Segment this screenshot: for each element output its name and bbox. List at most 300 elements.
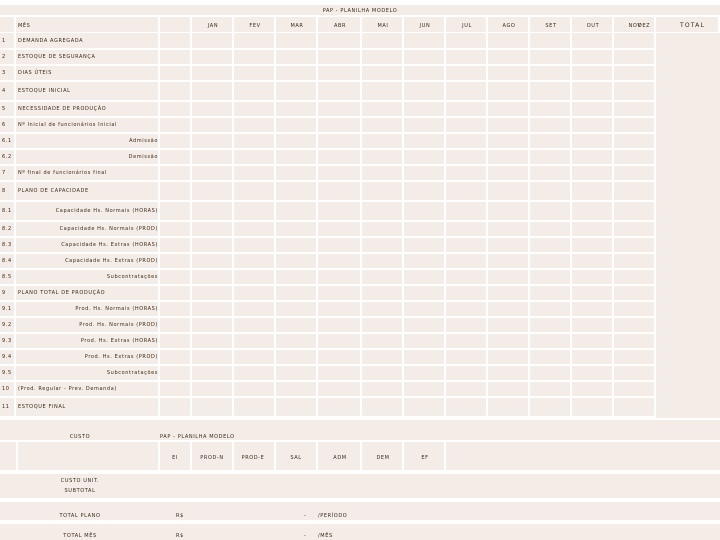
grid-cell[interactable]: [192, 222, 232, 236]
grid-cell[interactable]: [446, 286, 486, 300]
grid-cell[interactable]: [488, 33, 528, 48]
grid-cell[interactable]: [572, 134, 612, 148]
grid-cell[interactable]: [276, 334, 316, 348]
grid-cell[interactable]: [446, 398, 486, 416]
cost-unit-band[interactable]: [0, 474, 720, 498]
grid-cell[interactable]: [404, 318, 444, 332]
row-label: NECESSIDADE DE PRODUÇÃO: [18, 106, 107, 112]
grid-cell[interactable]: [160, 166, 190, 180]
grid-cell[interactable]: [318, 50, 360, 64]
grid-cell[interactable]: [160, 350, 190, 364]
grid-cell[interactable]: [488, 182, 528, 200]
grid-cell[interactable]: [276, 166, 316, 180]
grid-cell[interactable]: [276, 270, 316, 284]
grid-cell[interactable]: [276, 382, 316, 396]
grid-cell[interactable]: [160, 382, 190, 396]
grid-cell[interactable]: [488, 334, 528, 348]
grid-cell[interactable]: [234, 134, 274, 148]
grid-cell[interactable]: [160, 202, 190, 220]
grid-cell[interactable]: [530, 134, 570, 148]
grid-cell[interactable]: [362, 66, 402, 80]
grid-cell[interactable]: [572, 202, 612, 220]
row-label: Subcontratações: [106, 370, 158, 376]
cost-label-cell[interactable]: [18, 442, 158, 470]
grid-cell[interactable]: [234, 222, 274, 236]
grid-cell[interactable]: [446, 350, 486, 364]
grid-cell[interactable]: [572, 50, 612, 64]
grid-cell[interactable]: [234, 202, 274, 220]
grid-cell[interactable]: [318, 118, 360, 132]
grid-cell[interactable]: [276, 350, 316, 364]
grid-cell[interactable]: [192, 118, 232, 132]
grid-cell[interactable]: [488, 134, 528, 148]
grid-cell[interactable]: [192, 302, 232, 316]
grid-cell[interactable]: [488, 254, 528, 268]
grid-cell[interactable]: [488, 118, 528, 132]
grid-cell[interactable]: [488, 286, 528, 300]
row-number: 8.1: [2, 208, 12, 214]
grid-cell[interactable]: [614, 222, 654, 236]
grid-cell[interactable]: [318, 366, 360, 380]
grid-cell[interactable]: [362, 33, 402, 48]
grid-cell[interactable]: [234, 102, 274, 116]
grid-cell[interactable]: [192, 366, 232, 380]
grid-cell[interactable]: [404, 182, 444, 200]
grid-cell[interactable]: [192, 166, 232, 180]
grid-cell[interactable]: [318, 318, 360, 332]
grid-cell[interactable]: [192, 50, 232, 64]
grid-cell[interactable]: [530, 350, 570, 364]
grid-cell[interactable]: [276, 50, 316, 64]
grid-cell[interactable]: [192, 134, 232, 148]
total-month-band[interactable]: [0, 524, 720, 540]
grid-cell[interactable]: [276, 118, 316, 132]
grid-cell[interactable]: [234, 286, 274, 300]
grid-cell[interactable]: [572, 222, 612, 236]
grid-cell[interactable]: [404, 366, 444, 380]
grid-cell[interactable]: [318, 286, 360, 300]
grid-cell[interactable]: [192, 66, 232, 80]
grid-cell[interactable]: [614, 102, 654, 116]
grid-cell[interactable]: [276, 202, 316, 220]
grid-cell[interactable]: [488, 270, 528, 284]
grid-cell[interactable]: [404, 302, 444, 316]
grid-cell[interactable]: [530, 238, 570, 252]
grid-cell[interactable]: [318, 398, 360, 416]
grid-cell[interactable]: [488, 50, 528, 64]
grid-cell[interactable]: [234, 82, 274, 100]
grid-cell[interactable]: [276, 302, 316, 316]
grid-cell[interactable]: [572, 166, 612, 180]
grid-cell[interactable]: [530, 222, 570, 236]
grid-cell[interactable]: [404, 202, 444, 220]
grid-cell[interactable]: [530, 334, 570, 348]
grid-cell[interactable]: [446, 366, 486, 380]
grid-cell[interactable]: [404, 334, 444, 348]
grid-cell[interactable]: [234, 66, 274, 80]
grid-cell[interactable]: [530, 66, 570, 80]
grid-cell[interactable]: [192, 82, 232, 100]
grid-cell[interactable]: [318, 150, 360, 164]
grid-cell[interactable]: [530, 202, 570, 220]
grid-cell[interactable]: [234, 118, 274, 132]
grid-cell[interactable]: [192, 318, 232, 332]
grid-cell[interactable]: [530, 150, 570, 164]
grid-cell[interactable]: [192, 102, 232, 116]
grid-cell[interactable]: [614, 270, 654, 284]
grid-cell[interactable]: [276, 238, 316, 252]
grid-cell[interactable]: [160, 286, 190, 300]
grid-cell[interactable]: [362, 82, 402, 100]
grid-cell[interactable]: [614, 66, 654, 80]
grid-cell[interactable]: [192, 286, 232, 300]
grid-cell[interactable]: [192, 202, 232, 220]
grid-cell[interactable]: [362, 366, 402, 380]
grid-cell[interactable]: [362, 270, 402, 284]
grid-cell[interactable]: [160, 302, 190, 316]
grid-cell[interactable]: [192, 350, 232, 364]
grid-cell[interactable]: [192, 254, 232, 268]
grid-cell[interactable]: [362, 134, 402, 148]
grid-cell[interactable]: [572, 33, 612, 48]
grid-cell[interactable]: [572, 382, 612, 396]
grid-cell[interactable]: [192, 33, 232, 48]
grid-cell[interactable]: [318, 222, 360, 236]
grid-cell[interactable]: [572, 350, 612, 364]
grid-cell[interactable]: [318, 134, 360, 148]
grid-cell[interactable]: [318, 334, 360, 348]
grid-cell[interactable]: [404, 254, 444, 268]
grid-cell[interactable]: [362, 166, 402, 180]
grid-cell[interactable]: [234, 33, 274, 48]
grid-cell[interactable]: [276, 398, 316, 416]
grid-cell[interactable]: [404, 150, 444, 164]
row-label: (Prod. Regular - Prev. Demanda): [18, 386, 117, 392]
grid-cell[interactable]: [276, 102, 316, 116]
grid-cell[interactable]: [160, 270, 190, 284]
grid-cell[interactable]: [572, 102, 612, 116]
grid-cell[interactable]: [572, 254, 612, 268]
grid-cell[interactable]: [614, 202, 654, 220]
grid-cell[interactable]: [446, 150, 486, 164]
grid-cell[interactable]: [446, 166, 486, 180]
grid-cell[interactable]: [362, 350, 402, 364]
grid-cell[interactable]: [160, 238, 190, 252]
grid-cell[interactable]: [234, 238, 274, 252]
grid-cell[interactable]: [488, 66, 528, 80]
grid-cell[interactable]: [160, 118, 190, 132]
header-cell[interactable]: [16, 17, 158, 32]
grid-cell[interactable]: [614, 238, 654, 252]
grid-cell[interactable]: [488, 318, 528, 332]
grid-cell[interactable]: [614, 118, 654, 132]
grid-cell[interactable]: [614, 366, 654, 380]
grid-cell[interactable]: [530, 118, 570, 132]
grid-cell[interactable]: [614, 134, 654, 148]
grid-cell[interactable]: [318, 182, 360, 200]
grid-cell[interactable]: [234, 182, 274, 200]
grid-cell[interactable]: [530, 33, 570, 48]
grid-cell[interactable]: [234, 318, 274, 332]
header-cell[interactable]: [160, 17, 190, 32]
grid-cell[interactable]: [362, 102, 402, 116]
grid-cell[interactable]: [572, 286, 612, 300]
grid-cell[interactable]: [572, 182, 612, 200]
row-number: 7: [2, 170, 6, 176]
grid-cell[interactable]: [572, 366, 612, 380]
grid-cell[interactable]: [362, 286, 402, 300]
grid-cell[interactable]: [234, 350, 274, 364]
grid-cell[interactable]: [488, 222, 528, 236]
grid-cell[interactable]: [404, 238, 444, 252]
grid-cell[interactable]: [488, 202, 528, 220]
grid-cell[interactable]: [530, 366, 570, 380]
grid-cell[interactable]: [446, 202, 486, 220]
grid-cell[interactable]: [614, 182, 654, 200]
grid-cell[interactable]: [276, 134, 316, 148]
grid-cell[interactable]: [404, 222, 444, 236]
grid-cell[interactable]: [362, 398, 402, 416]
cost-column-dem: DEM: [376, 455, 390, 461]
grid-cell[interactable]: [276, 82, 316, 100]
grid-cell[interactable]: [362, 50, 402, 64]
grid-cell[interactable]: [234, 150, 274, 164]
grid-cell[interactable]: [488, 366, 528, 380]
grid-cell[interactable]: [318, 102, 360, 116]
row-number: 3: [2, 70, 6, 76]
grid-cell[interactable]: [530, 302, 570, 316]
grid-cell[interactable]: [614, 302, 654, 316]
grid-cell[interactable]: [572, 398, 612, 416]
grid-cell[interactable]: [446, 270, 486, 284]
total-month-suffix: /MÊS: [318, 533, 333, 539]
grid-cell[interactable]: [614, 286, 654, 300]
grid-cell[interactable]: [160, 334, 190, 348]
grid-cell[interactable]: [530, 254, 570, 268]
grid-cell[interactable]: [572, 238, 612, 252]
grid-cell[interactable]: [446, 222, 486, 236]
grid-cell[interactable]: [234, 254, 274, 268]
grid-cell[interactable]: [192, 382, 232, 396]
grid-cell[interactable]: [572, 302, 612, 316]
grid-cell[interactable]: [530, 102, 570, 116]
grid-cell[interactable]: [404, 350, 444, 364]
grid-cell[interactable]: [572, 118, 612, 132]
grid-cell[interactable]: [614, 166, 654, 180]
grid-cell[interactable]: [446, 82, 486, 100]
grid-cell[interactable]: [276, 150, 316, 164]
grid-cell[interactable]: [318, 350, 360, 364]
grid-cell[interactable]: [488, 166, 528, 180]
grid-cell[interactable]: [362, 182, 402, 200]
row-label: Nº final de funcionários final: [18, 170, 107, 176]
grid-cell[interactable]: [318, 82, 360, 100]
grid-cell[interactable]: [276, 222, 316, 236]
grid-cell[interactable]: [362, 382, 402, 396]
grid-cell[interactable]: [488, 238, 528, 252]
grid-cell[interactable]: [234, 382, 274, 396]
grid-cell[interactable]: [276, 318, 316, 332]
grid-cell[interactable]: [446, 50, 486, 64]
grid-cell[interactable]: [404, 382, 444, 396]
grid-cell[interactable]: [488, 398, 528, 416]
grid-cell[interactable]: [362, 150, 402, 164]
cost-right-cell[interactable]: [446, 442, 720, 470]
grid-cell[interactable]: [446, 254, 486, 268]
grid-cell[interactable]: [488, 350, 528, 364]
row-number: 2: [2, 54, 6, 60]
grid-cell[interactable]: [362, 302, 402, 316]
grid-cell[interactable]: [362, 334, 402, 348]
grid-cell[interactable]: [160, 222, 190, 236]
grid-cell[interactable]: [614, 398, 654, 416]
cost-header-band[interactable]: [0, 420, 720, 440]
grid-cell[interactable]: [362, 202, 402, 220]
total-plan-label: TOTAL PLANO: [59, 513, 101, 519]
grid-cell[interactable]: [276, 254, 316, 268]
grid-cell[interactable]: [276, 182, 316, 200]
grid-cell[interactable]: [192, 182, 232, 200]
grid-cell[interactable]: [488, 102, 528, 116]
grid-cell[interactable]: [404, 118, 444, 132]
grid-cell[interactable]: [192, 270, 232, 284]
grid-cell[interactable]: [446, 182, 486, 200]
grid-cell[interactable]: [572, 66, 612, 80]
row-label: Capacidade Hs. Normais (HORAS): [55, 208, 158, 214]
grid-cell[interactable]: [530, 166, 570, 180]
grid-cell[interactable]: [404, 66, 444, 80]
grid-cell[interactable]: [446, 382, 486, 396]
grid-cell[interactable]: [362, 118, 402, 132]
grid-cell[interactable]: [446, 238, 486, 252]
grid-cell[interactable]: [234, 50, 274, 64]
grid-cell[interactable]: [276, 366, 316, 380]
grid-cell[interactable]: [446, 318, 486, 332]
grid-cell[interactable]: [614, 150, 654, 164]
header-cell[interactable]: [0, 17, 14, 32]
grid-cell[interactable]: [234, 398, 274, 416]
grid-cell[interactable]: [446, 33, 486, 48]
grid-cell[interactable]: [446, 102, 486, 116]
grid-cell[interactable]: [362, 222, 402, 236]
grid-cell[interactable]: [160, 82, 190, 100]
grid-cell[interactable]: [160, 66, 190, 80]
grid-cell[interactable]: [160, 33, 190, 48]
grid-cell[interactable]: [530, 270, 570, 284]
grid-cell[interactable]: [404, 166, 444, 180]
grid-cell[interactable]: [488, 302, 528, 316]
grid-cell[interactable]: [572, 150, 612, 164]
grid-cell[interactable]: [614, 334, 654, 348]
grid-cell[interactable]: [276, 66, 316, 80]
grid-cell[interactable]: [160, 318, 190, 332]
grid-cell[interactable]: [192, 398, 232, 416]
grid-cell[interactable]: [160, 150, 190, 164]
grid-cell[interactable]: [192, 150, 232, 164]
grid-cell[interactable]: [160, 366, 190, 380]
grid-cell[interactable]: [234, 366, 274, 380]
grid-cell[interactable]: [318, 202, 360, 220]
grid-cell[interactable]: [404, 50, 444, 64]
grid-cell[interactable]: [276, 33, 316, 48]
grid-cell[interactable]: [572, 334, 612, 348]
grid-cell[interactable]: [404, 102, 444, 116]
grid-cell[interactable]: [276, 286, 316, 300]
grid-cell[interactable]: [234, 334, 274, 348]
grid-cell[interactable]: [530, 398, 570, 416]
grid-cell[interactable]: [404, 33, 444, 48]
grid-cell[interactable]: [404, 134, 444, 148]
grid-cell[interactable]: [488, 82, 528, 100]
grid-cell[interactable]: [530, 382, 570, 396]
grid-cell[interactable]: [572, 318, 612, 332]
grid-cell[interactable]: [192, 238, 232, 252]
grid-cell[interactable]: [404, 82, 444, 100]
grid-cell[interactable]: [446, 118, 486, 132]
grid-cell[interactable]: [614, 82, 654, 100]
grid-cell[interactable]: [404, 270, 444, 284]
grid-cell[interactable]: [446, 134, 486, 148]
total-column[interactable]: [656, 33, 720, 418]
grid-cell[interactable]: [160, 50, 190, 64]
grid-cell[interactable]: [234, 270, 274, 284]
grid-cell[interactable]: [404, 398, 444, 416]
grid-cell[interactable]: [234, 166, 274, 180]
cost-left-cell[interactable]: [0, 442, 16, 470]
grid-cell[interactable]: [530, 82, 570, 100]
grid-cell[interactable]: [160, 134, 190, 148]
grid-cell[interactable]: [446, 334, 486, 348]
grid-cell[interactable]: [446, 302, 486, 316]
total-plan-band[interactable]: [0, 502, 720, 520]
grid-cell[interactable]: [614, 33, 654, 48]
grid-cell[interactable]: [446, 66, 486, 80]
grid-cell[interactable]: [362, 254, 402, 268]
grid-cell[interactable]: [318, 302, 360, 316]
grid-cell[interactable]: [614, 382, 654, 396]
grid-cell[interactable]: [318, 382, 360, 396]
grid-cell[interactable]: [318, 66, 360, 80]
grid-cell[interactable]: [318, 238, 360, 252]
grid-cell[interactable]: [234, 302, 274, 316]
grid-cell[interactable]: [488, 150, 528, 164]
grid-cell[interactable]: [160, 254, 190, 268]
grid-cell[interactable]: [160, 182, 190, 200]
grid-cell[interactable]: [530, 318, 570, 332]
grid-cell[interactable]: [614, 318, 654, 332]
grid-cell[interactable]: [318, 33, 360, 48]
grid-cell[interactable]: [160, 398, 190, 416]
grid-cell[interactable]: [614, 50, 654, 64]
grid-cell[interactable]: [192, 334, 232, 348]
grid-cell[interactable]: [530, 286, 570, 300]
grid-cell[interactable]: [404, 286, 444, 300]
grid-cell[interactable]: [362, 318, 402, 332]
grid-cell[interactable]: [362, 238, 402, 252]
grid-cell[interactable]: [318, 254, 360, 268]
grid-cell[interactable]: [488, 382, 528, 396]
grid-cell[interactable]: [530, 50, 570, 64]
grid-cell[interactable]: [572, 270, 612, 284]
grid-cell[interactable]: [318, 166, 360, 180]
grid-cell[interactable]: [572, 82, 612, 100]
grid-cell[interactable]: [614, 254, 654, 268]
grid-cell[interactable]: [160, 102, 190, 116]
grid-cell[interactable]: [530, 182, 570, 200]
grid-cell[interactable]: [318, 270, 360, 284]
grid-cell[interactable]: [614, 350, 654, 364]
cost-column-adm: ADM: [333, 455, 347, 461]
